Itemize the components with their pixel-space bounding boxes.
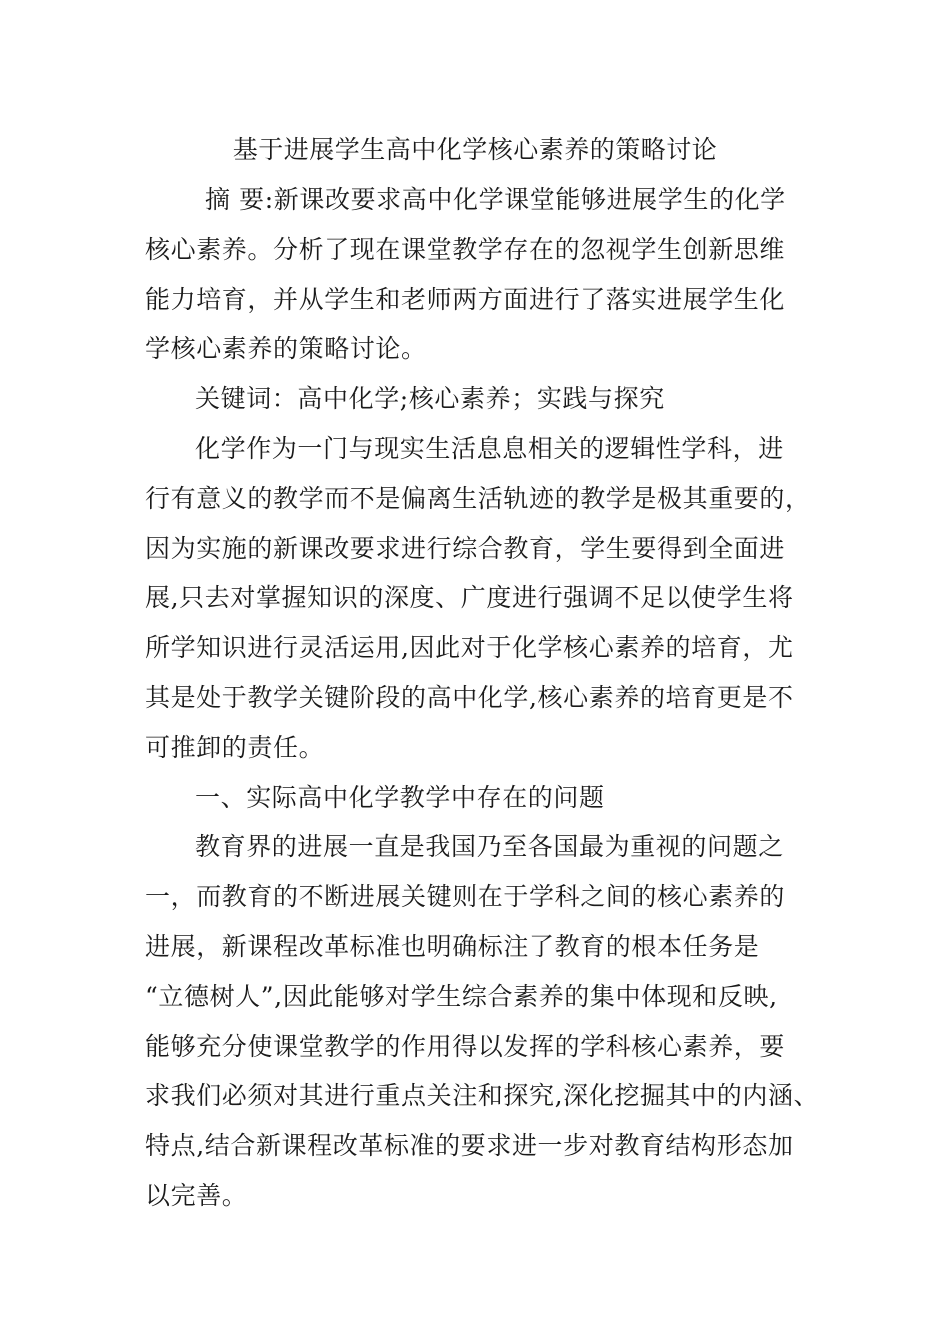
paragraph-line: 能够充分使课堂教学的作用得以发挥的学科核心素养，要 — [145, 1031, 786, 1061]
document-title: 基于进展学生高中化学核心素养的策略讨论 — [232, 135, 718, 164]
paragraph-line: 行有意义的教学而不是偏离生活轨迹的教学是极其重要的， — [145, 483, 811, 513]
abstract-line: 能力培育，并从学生和老师两方面进行了落实进展学生化 — [145, 284, 786, 314]
abstract-line: 摘 要:新课改要求高中化学课堂能够进展学生的化学 — [205, 185, 786, 214]
document-body — [145, 175, 820, 1221]
paragraph-line: 求我们必须对其进行重点关注和探究,深化挖掘其中的内涵、 — [145, 1081, 820, 1111]
keywords-line: 关键词：高中化学;核心素养；实践与探究 — [195, 384, 665, 414]
section-heading: 一、实际高中化学教学中存在的问题 — [195, 782, 605, 812]
paragraph-line: 特点,结合新课程改革标准的要求进一步对教育结构形态加 — [145, 1131, 794, 1161]
paragraph-line: 以完善。 — [145, 1180, 248, 1210]
paragraph-line: 化学作为一门与现实生活息息相关的逻辑性学科，进 — [195, 433, 784, 463]
paragraph-line: 教育界的进展一直是我国乃至各国最为重视的问题之 — [195, 832, 784, 862]
paragraph-line: 所学知识进行灵活运用,因此对于化学核心素养的培育，尤 — [145, 633, 794, 663]
paragraph-line: 一，而教育的不断进展关键则在于学科之间的核心素养的 — [145, 882, 786, 912]
abstract-line: 学核心素养的策略讨论。 — [145, 334, 427, 364]
paragraph-line: 可推卸的责任。 — [145, 732, 325, 762]
abstract-line: 核心素养。分析了现在课堂教学存在的忽视学生创新思维 — [145, 234, 786, 264]
paragraph-line: “立德树人”,因此能够对学生综合素养的集中体现和反映, — [145, 981, 778, 1011]
paragraph-line: 其是处于教学关键阶段的高中化学,核心素养的培育更是不 — [145, 682, 794, 712]
paragraph-line: 进展，新课程改革标准也明确标注了教育的根本任务是 — [145, 931, 760, 961]
paragraph-line: 因为实施的新课改要求进行综合教育，学生要得到全面进 — [145, 533, 786, 563]
paragraph-line: 展,只去对掌握知识的深度、广度进行强调不足以使学生将 — [145, 583, 794, 613]
